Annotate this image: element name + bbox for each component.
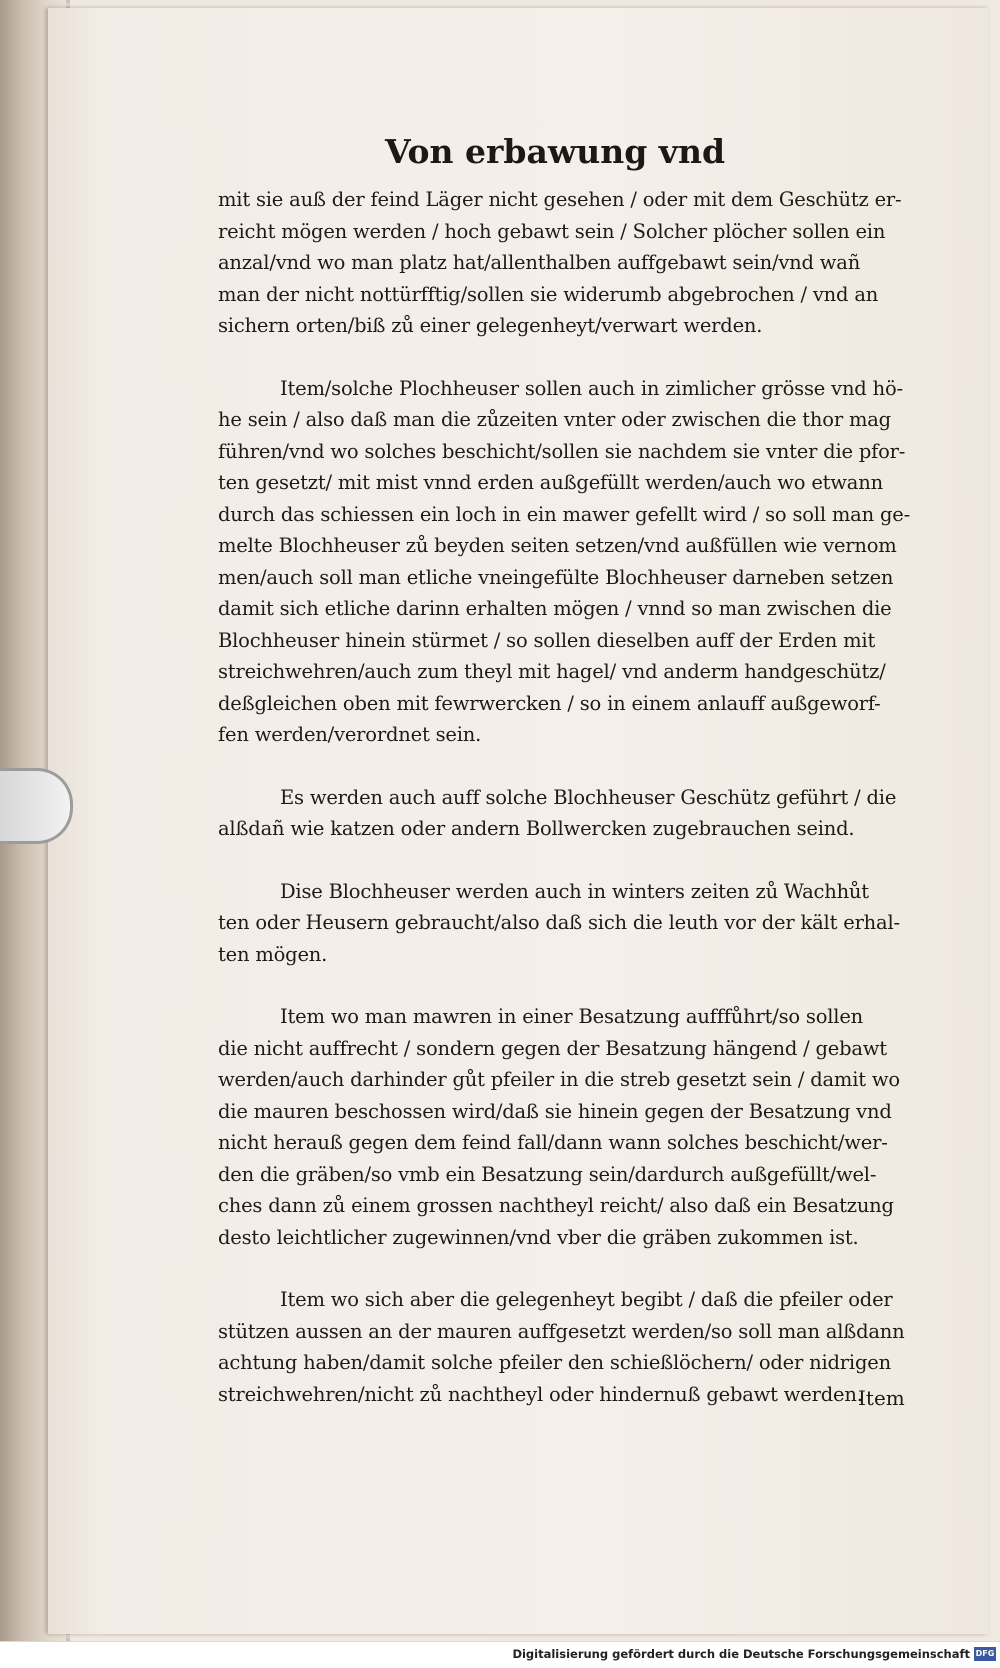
text-line: sichern orten/biß zů einer gelegenheyt/verwart werden. (218, 314, 763, 337)
text-line: Blochheuser hinein stürmet / so sollen dieselben auff der Erden mit (218, 628, 876, 652)
text-line: streichwehren/nicht zů nachtheyl oder hindernuß gebawt werden. (218, 1382, 863, 1406)
paragraph (218, 1001, 920, 1253)
paragraph (218, 373, 920, 751)
text-line: fen werden/verordnet sein. (218, 723, 482, 746)
text-line: damit sich etliche darinn erhalten mögen / vnnd so man zwischen die (218, 597, 892, 620)
dfg-logo: DFG (974, 1647, 996, 1661)
text-line: nicht herauß gegen dem feind fall/dann wann solches beschicht/wer- (218, 1131, 888, 1154)
text-line: ten gesetzt/ mit mist vnnd erden außgefüllt werden/auch wo etwann (218, 471, 883, 494)
text-line: man der nicht nottürfftig/sollen sie widerumb abgebrochen / vnd an (218, 282, 879, 306)
text-line: streichwehren/auch zum theyl mit hagel/ vnd anderm handgeschütz/ (218, 660, 886, 683)
text-line: werden/auch darhinder gůt pfeiler in die streb gesetzt sein / damit wo (218, 1068, 900, 1091)
paragraph-gap (218, 751, 920, 782)
body-text (218, 184, 920, 1410)
paragraph-gap (218, 970, 920, 1001)
text-line: alßdañ wie katzen oder andern Bollwercken zugebrauchen seind. (218, 817, 855, 840)
text-line: ten mögen. (218, 942, 328, 966)
text-line: melte Blochheuser zů beyden seiten setzen/vnd außfüllen wie vernom (218, 534, 897, 557)
text-line: he sein / also daß man die zůzeiten vnter oder zwischen die thor mag (218, 408, 891, 431)
text-line: führen/vnd wo solches beschicht/sollen sie nachdem sie vnter die pfor- (218, 439, 906, 463)
paragraph (218, 1284, 920, 1410)
paragraph (218, 782, 920, 845)
text-line: ches dann zů einem grossen nachtheyl reicht/ also daß ein Besatzung (218, 1194, 894, 1217)
text-line: stützen aussen an der mauren auffgesetzt werden/so soll man alßdann (218, 1319, 905, 1343)
text-line: Dise Blochheuser werden auch in winters zeiten zů Wachhůt (280, 879, 869, 903)
text-line: desto leichtlicher zugewinnen/vnd vber die gräben zukommen ist. (218, 1225, 859, 1249)
text-line: Item wo sich aber die gelegenheyt begibt / daß die pfeiler oder (280, 1288, 893, 1311)
paragraph-gap (218, 845, 920, 876)
page-clip (0, 768, 73, 844)
running-headline: Von erbawung vnd (384, 132, 726, 171)
text-line: mit sie auß der feind Läger nicht gesehen / oder mit dem Geschütz er- (218, 188, 902, 211)
text-line: den die gräben/so vmb ein Besatzung sein/dardurch außgefüllt/wel- (218, 1162, 877, 1186)
text-line: Item/solche Plochheuser sollen auch in zimlicher grösse vnd hö- (280, 376, 903, 400)
catchword: Item (858, 1386, 905, 1410)
text-line: deßgleichen oben mit fewrwercken / so in einem anlauff außgeworf- (218, 691, 881, 715)
text-line: die nicht auffrecht / sondern gegen der Besatzung hängend / gebawt (218, 1036, 887, 1060)
footer-credit: Digitalisierung gefördert durch die Deutsche Forschungsgemeinschaft (512, 1647, 970, 1661)
text-line: men/auch soll man etliche vneingefülte Blochheuser darneben setzen (218, 565, 894, 589)
text-line: Es werden auch auff solche Blochheuser Geschütz geführt / die (280, 785, 897, 809)
text-line: achtung haben/damit solche pfeiler den schießlöchern/ oder nidrigen (218, 1351, 891, 1374)
text-line: Item wo man mawren in einer Besatzung aufffůhrt/so sollen (280, 1005, 864, 1028)
text-line: ten oder Heusern gebraucht/also daß sich die leuth vor der kält erhal- (218, 911, 900, 934)
text-line: die mauren beschossen wird/daß sie hinein gegen der Besatzung vnd (218, 1099, 892, 1123)
paragraph (218, 184, 920, 342)
text-line: reicht mögen werden / hoch gebawt sein / Solcher plöcher sollen ein (218, 219, 886, 243)
text-line: anzal/vnd wo man platz hat/allenthalben auffgebawt sein/vnd wañ (218, 251, 861, 274)
footer-bar (0, 1641, 1000, 1668)
paragraph (218, 876, 920, 971)
paragraph-gap (218, 1253, 920, 1284)
paragraph-gap (218, 342, 920, 373)
text-line: durch das schiessen ein loch in ein mawer gefellt wird / so soll man ge- (218, 502, 910, 526)
